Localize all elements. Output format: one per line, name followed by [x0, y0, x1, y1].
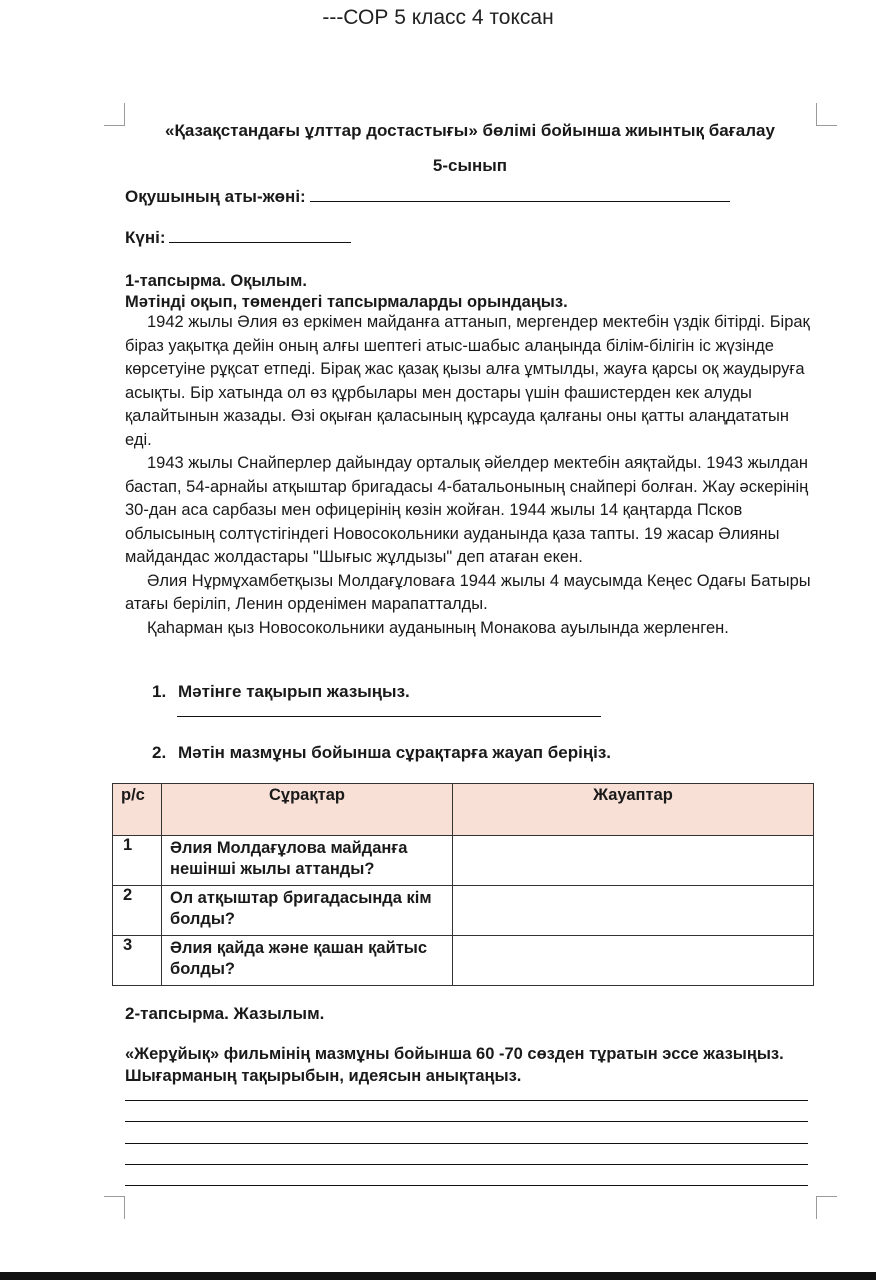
answer-cell[interactable]: [453, 936, 814, 986]
task1-header: [125, 271, 568, 313]
essay-line[interactable]: [125, 1121, 808, 1122]
reading-paragraph: 1943 жылы Снайперлер дайындау орталық әйелдер мектебін аяқтайды. 1943 жылдан бастап, 54-арнайы атқыштар бригадасы 4-батальонының снайпері болған. Жау әскерінің 30-дан аса сарбазы мен офицерінің көзін жойған. 1944 жылы 14 қаңтарда Псков облысының солтүстігіндегі Новосокольники ауданында қаза тапты. 19 жасар Әлияны майдандас жолдастары "Шығыс жұлдызы" деп атаған екен.: [125, 454, 809, 566]
question-text: Мәтінге тақырып жазыңыз.: [178, 682, 410, 701]
title-answer-blank[interactable]: [177, 716, 601, 717]
table-row: [113, 836, 814, 886]
question-text: Мәтін мазмұны бойынша сұрақтарға жауап беріңіз.: [178, 743, 612, 762]
questions-table: [112, 783, 814, 986]
header-caption: ---СОР 5 класс 4 токсан: [322, 6, 554, 29]
essay-line[interactable]: [125, 1164, 808, 1165]
bottom-edge: [0, 1272, 876, 1280]
question-number: 1.: [152, 682, 167, 701]
essay-line[interactable]: [125, 1143, 808, 1144]
column-header-questions: Сұрақтар: [162, 784, 453, 836]
task2-heading: 2-тапсырма. Жазылым.: [125, 1004, 325, 1023]
task2-instruction: «Жерұйық» фильмінің мазмұны бойынша 60 -70 сөзден тұратын эссе жазыңыз. Шығарманың тақырыбын, идеясын анықтаңыз.: [125, 1045, 784, 1085]
answer-cell[interactable]: [453, 886, 814, 936]
reading-text: [125, 311, 815, 640]
row-number: 3: [113, 936, 162, 986]
student-name-field[interactable]: [125, 187, 730, 207]
table-header-row: [113, 784, 814, 836]
question-2: [152, 743, 611, 763]
date-blank[interactable]: [169, 228, 351, 243]
student-name-label: Оқушының аты-жөні:: [125, 187, 306, 206]
date-label: Күні:: [125, 228, 166, 247]
date-field[interactable]: [125, 228, 351, 248]
reading-paragraph: Әлия Нұрмұхамбетқызы Молдағұловаға 1944 жылы 4 маусымда Кеңес Одағы Батыры атағы беріліп, Ленин орденімен марапатталды.: [125, 571, 811, 613]
column-header-answers: Жауаптар: [453, 784, 814, 836]
page-corner-mark: [816, 1196, 837, 1219]
grade-label: 5-сынып: [432, 156, 508, 175]
table-row: [113, 936, 814, 986]
task1-heading: 1-тапсырма. Оқылым.: [125, 272, 307, 290]
student-name-blank[interactable]: [310, 187, 730, 202]
column-header-number: р/с: [113, 784, 162, 836]
page-corner-mark: [104, 1196, 125, 1219]
table-row: [113, 886, 814, 936]
task1-instruction: Мәтінді оқып, төмендегі тапсырмаларды орындаңыз.: [125, 293, 568, 311]
reading-paragraph: Қаһарман қыз Новосокольники ауданының Монакова ауылында жерленген.: [147, 618, 729, 637]
row-number: 2: [113, 886, 162, 936]
document-title: «Қазақстандағы ұлттар достастығы» бөлімі бойынша жиынтық бағалау: [165, 121, 775, 140]
question-cell: Әлия қайда және қашан қайтыс болды?: [162, 936, 453, 986]
essay-line[interactable]: [125, 1185, 808, 1186]
essay-line[interactable]: [125, 1100, 808, 1101]
reading-paragraph: 1942 жылы Әлия өз еркімен майданға аттанып, мергендер мектебін үздік бітірді. Бірақ біраз уақытқа дейін оның алғы шептегі атыс-шабыс алаңында білім-білігін іс жүзінде көрсетуіне рұқсат етпеді. Бірақ жас қазақ қызы алға ұмтылды, жауға қарсы оқ жаудыруға асықты. Бір хатында ол өз құрбылары мен достары үшін фашистерден кек алуды қалайтынын жазады. Өзі оқыған қаласының құрсауда қалғаны оны қатты алаңдататын еді.: [125, 313, 810, 449]
question-cell: Ол атқыштар бригадасында кім болды?: [162, 886, 453, 936]
question-cell: Әлия Молдағұлова майданға нешінші жылы аттанды?: [162, 836, 453, 886]
question-1: [152, 682, 410, 702]
answer-cell[interactable]: [453, 836, 814, 886]
row-number: 1: [113, 836, 162, 886]
question-number: 2.: [152, 743, 167, 762]
